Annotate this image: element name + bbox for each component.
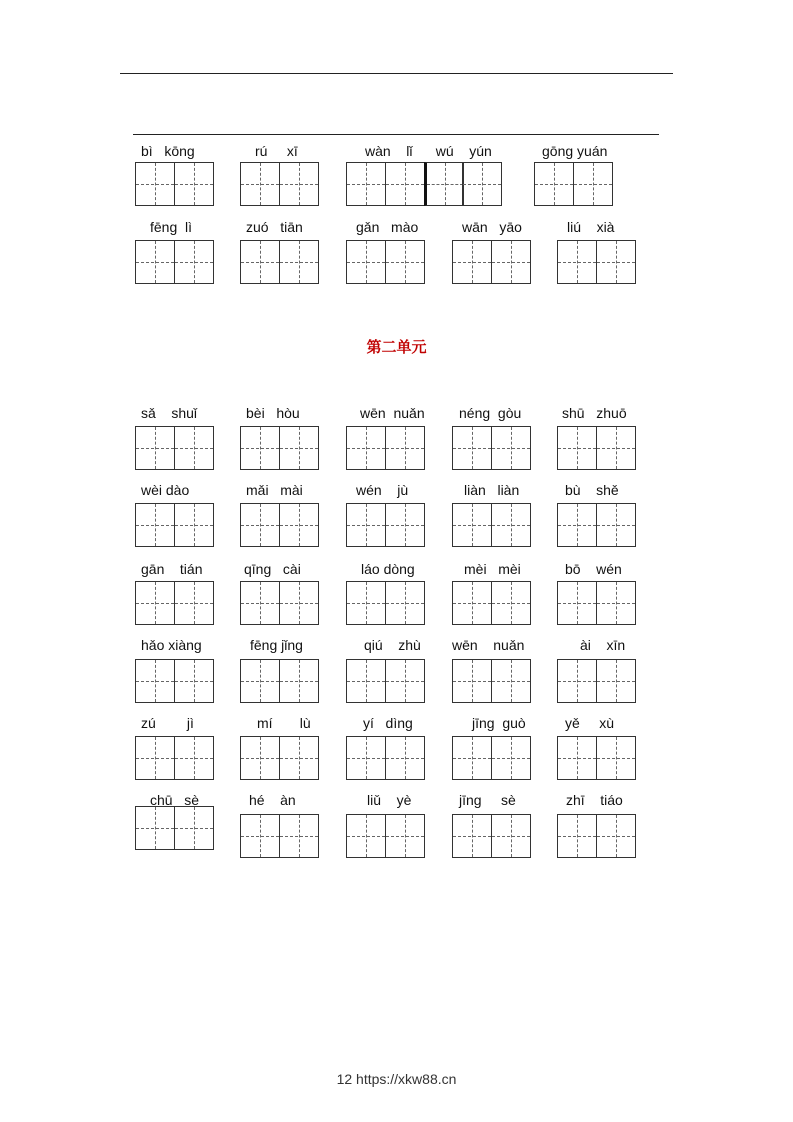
- pinyin-label: láo dòng: [361, 561, 415, 577]
- grid-cell[interactable]: [452, 581, 492, 625]
- grid-cell[interactable]: [385, 162, 425, 206]
- grid-cell[interactable]: [240, 426, 280, 470]
- writing-grid[interactable]: [346, 162, 502, 206]
- pinyin-label: gān tián: [141, 561, 203, 577]
- grid-cell[interactable]: [135, 240, 175, 284]
- writing-grid[interactable]: [557, 503, 636, 547]
- writing-grid[interactable]: [240, 426, 319, 470]
- writing-grid[interactable]: [135, 503, 214, 547]
- grid-cell[interactable]: [452, 659, 492, 703]
- header-rule: [120, 73, 673, 74]
- grid-cell[interactable]: [462, 162, 502, 206]
- grid-cell[interactable]: [346, 503, 386, 547]
- grid-cell[interactable]: [557, 659, 597, 703]
- writing-grid[interactable]: [240, 659, 319, 703]
- grid-cell[interactable]: [557, 581, 597, 625]
- grid-cell[interactable]: [491, 736, 531, 780]
- page-footer: 12 https://xkw88.cn: [336, 1071, 457, 1087]
- writing-grid[interactable]: [557, 814, 636, 858]
- pinyin-label: yě xù: [565, 715, 615, 731]
- pinyin-label: wēn nuǎn: [360, 405, 425, 421]
- pinyin-label: shū zhuō: [562, 405, 627, 421]
- pinyin-label: rú xī: [255, 143, 298, 159]
- grid-cell[interactable]: [596, 426, 636, 470]
- grid-cell[interactable]: [491, 581, 531, 625]
- writing-grid[interactable]: [135, 162, 214, 206]
- grid-cell[interactable]: [596, 503, 636, 547]
- grid-cell[interactable]: [452, 736, 492, 780]
- grid-cell[interactable]: [174, 659, 214, 703]
- grid-cell[interactable]: [596, 814, 636, 858]
- writing-grid[interactable]: [135, 240, 214, 284]
- grid-cell[interactable]: [135, 581, 175, 625]
- pinyin-label: qiú zhù: [364, 637, 421, 653]
- grid-cell[interactable]: [534, 162, 574, 206]
- writing-grid[interactable]: [135, 581, 214, 625]
- writing-grid[interactable]: [240, 736, 319, 780]
- grid-cell[interactable]: [452, 503, 492, 547]
- grid-cell[interactable]: [557, 814, 597, 858]
- pinyin-label: liàn liàn: [464, 482, 520, 498]
- grid-cell[interactable]: [346, 736, 386, 780]
- grid-cell[interactable]: [279, 814, 319, 858]
- grid-cell[interactable]: [557, 426, 597, 470]
- pinyin-label: bō wén: [565, 561, 622, 577]
- grid-cell[interactable]: [135, 162, 175, 206]
- grid-cell[interactable]: [491, 426, 531, 470]
- grid-cell[interactable]: [346, 659, 386, 703]
- pinyin-label: jīng guò: [472, 715, 526, 731]
- grid-cell[interactable]: [596, 240, 636, 284]
- writing-grid[interactable]: [346, 426, 425, 470]
- pinyin-label: fēng lì: [150, 219, 193, 235]
- grid-cell[interactable]: [573, 162, 613, 206]
- grid-cell[interactable]: [240, 503, 280, 547]
- writing-grid[interactable]: [240, 814, 319, 858]
- pinyin-label: liǔ yè: [367, 792, 412, 808]
- pinyin-label: wén jù: [356, 482, 409, 498]
- pinyin-label: hé àn: [249, 792, 296, 808]
- pinyin-label: zú jì: [141, 715, 194, 731]
- grid-cell[interactable]: [135, 426, 175, 470]
- grid-cell[interactable]: [279, 659, 319, 703]
- grid-cell[interactable]: [346, 240, 386, 284]
- pinyin-label: mǎi mài: [246, 482, 303, 498]
- writing-grid[interactable]: [452, 503, 531, 547]
- writing-grid[interactable]: [452, 814, 531, 858]
- grid-cell[interactable]: [279, 162, 319, 206]
- grid-cell[interactable]: [135, 503, 175, 547]
- grid-cell[interactable]: [279, 426, 319, 470]
- pinyin-label: ài xīn: [580, 637, 626, 653]
- writing-grid[interactable]: [135, 806, 214, 850]
- grid-cell[interactable]: [596, 736, 636, 780]
- grid-cell[interactable]: [491, 659, 531, 703]
- pinyin-label: gōng yuán: [542, 143, 608, 159]
- pinyin-label: hǎo xiàng: [141, 637, 202, 653]
- writing-grid[interactable]: [346, 503, 425, 547]
- grid-cell[interactable]: [346, 814, 386, 858]
- pinyin-label: wèi dào: [141, 482, 190, 498]
- grid-cell[interactable]: [596, 659, 636, 703]
- grid-cell[interactable]: [174, 736, 214, 780]
- grid-cell[interactable]: [279, 736, 319, 780]
- pinyin-label: qīng cài: [244, 561, 301, 577]
- pinyin-label: sǎ shuǐ: [141, 405, 198, 421]
- grid-cell[interactable]: [385, 814, 425, 858]
- section-top-rule: [133, 134, 659, 135]
- grid-cell[interactable]: [491, 503, 531, 547]
- writing-grid[interactable]: [240, 581, 319, 625]
- grid-cell[interactable]: [135, 806, 175, 850]
- grid-cell[interactable]: [385, 503, 425, 547]
- grid-cell[interactable]: [557, 503, 597, 547]
- writing-grid[interactable]: [346, 736, 425, 780]
- pinyin-label: wàn lǐ wú yún: [365, 143, 492, 159]
- grid-cell[interactable]: [557, 240, 597, 284]
- writing-grid[interactable]: [135, 426, 214, 470]
- writing-grid[interactable]: [557, 659, 636, 703]
- grid-cell[interactable]: [491, 240, 531, 284]
- grid-cell[interactable]: [452, 426, 492, 470]
- grid-cell[interactable]: [240, 240, 280, 284]
- writing-grid[interactable]: [534, 162, 613, 206]
- writing-grid[interactable]: [346, 240, 425, 284]
- pinyin-label: chū sè: [150, 792, 200, 808]
- grid-cell[interactable]: [346, 162, 386, 206]
- writing-grid[interactable]: [346, 659, 425, 703]
- pinyin-label: wān yāo: [462, 219, 522, 235]
- pinyin-label: bèi hòu: [246, 405, 300, 421]
- pinyin-label: yí dìng: [363, 715, 413, 731]
- pinyin-label: gǎn mào: [356, 219, 419, 235]
- pinyin-label: mèi mèi: [464, 561, 521, 577]
- writing-grid[interactable]: [452, 659, 531, 703]
- grid-cell[interactable]: [346, 426, 386, 470]
- grid-cell[interactable]: [385, 426, 425, 470]
- pinyin-label: bù shě: [565, 482, 619, 498]
- grid-cell[interactable]: [174, 581, 214, 625]
- grid-cell[interactable]: [174, 162, 214, 206]
- writing-grid[interactable]: [240, 240, 319, 284]
- pinyin-label: wēn nuǎn: [452, 637, 525, 653]
- grid-cell[interactable]: [135, 736, 175, 780]
- grid-cell[interactable]: [385, 659, 425, 703]
- pinyin-label: néng gòu: [459, 405, 522, 421]
- pinyin-label: zuó tiān: [246, 219, 303, 235]
- grid-cell[interactable]: [596, 581, 636, 625]
- grid-cell[interactable]: [557, 736, 597, 780]
- writing-grid[interactable]: [557, 240, 636, 284]
- writing-grid[interactable]: [452, 240, 531, 284]
- pinyin-label: jīng sè: [459, 792, 516, 808]
- grid-cell[interactable]: [240, 659, 280, 703]
- pinyin-label: zhī tiáo: [566, 792, 623, 808]
- grid-cell[interactable]: [346, 581, 386, 625]
- pinyin-label: mí lù: [257, 715, 311, 731]
- writing-grid[interactable]: [452, 736, 531, 780]
- unit-title: 第二单元: [366, 338, 427, 356]
- grid-cell[interactable]: [240, 581, 280, 625]
- grid-cell[interactable]: [240, 162, 280, 206]
- grid-cell[interactable]: [385, 581, 425, 625]
- writing-grid[interactable]: [135, 659, 214, 703]
- pinyin-label: bì kōng: [141, 143, 195, 159]
- writing-grid[interactable]: [557, 736, 636, 780]
- grid-cell[interactable]: [279, 581, 319, 625]
- grid-cell[interactable]: [452, 240, 492, 284]
- grid-cell[interactable]: [279, 240, 319, 284]
- writing-grid[interactable]: [240, 162, 319, 206]
- grid-cell[interactable]: [135, 659, 175, 703]
- writing-grid[interactable]: [452, 581, 531, 625]
- writing-grid[interactable]: [452, 426, 531, 470]
- writing-grid[interactable]: [557, 426, 636, 470]
- grid-cell[interactable]: [452, 814, 492, 858]
- grid-cell[interactable]: [385, 736, 425, 780]
- grid-cell[interactable]: [174, 503, 214, 547]
- grid-cell[interactable]: [385, 240, 425, 284]
- grid-cell[interactable]: [174, 806, 214, 850]
- grid-cell[interactable]: [240, 736, 280, 780]
- writing-grid[interactable]: [135, 736, 214, 780]
- pinyin-label: fēng jǐng: [250, 637, 303, 653]
- grid-cell[interactable]: [174, 240, 214, 284]
- writing-grid[interactable]: [346, 581, 425, 625]
- pinyin-label: liú xià: [567, 219, 615, 235]
- writing-grid[interactable]: [346, 814, 425, 858]
- grid-cell[interactable]: [240, 814, 280, 858]
- grid-cell[interactable]: [491, 814, 531, 858]
- grid-cell[interactable]: [279, 503, 319, 547]
- grid-cell[interactable]: [174, 426, 214, 470]
- writing-grid[interactable]: [557, 581, 636, 625]
- grid-cell[interactable]: [424, 162, 464, 206]
- writing-grid[interactable]: [240, 503, 319, 547]
